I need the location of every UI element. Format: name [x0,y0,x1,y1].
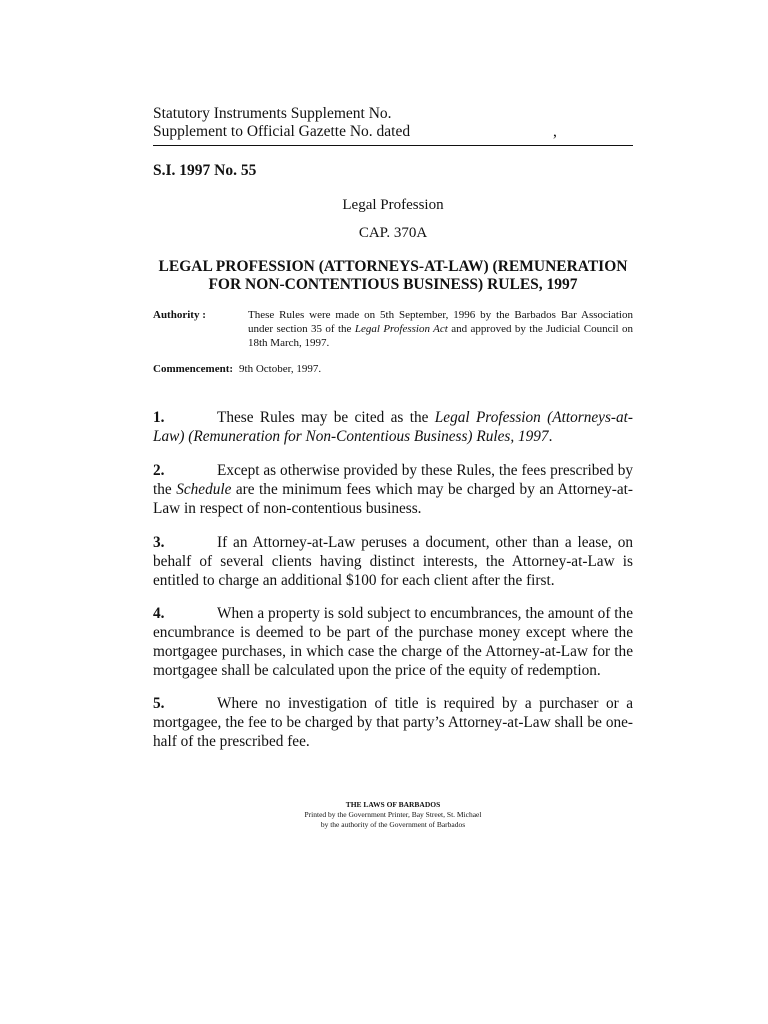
commencement-label: Commencement: [153,363,234,375]
subject-heading: Legal Profession [342,197,444,213]
rule-number: 4. [153,605,165,622]
rule-italic-text: Schedule [176,481,232,498]
cap-number: CAP. 370A [358,225,428,241]
gazette-header [153,122,633,142]
footer-authority: by the authority of the Government of Barbados [320,820,466,829]
header-rule [153,145,633,146]
footer-title: THE LAWS OF BARBADOS [345,800,441,809]
rule-number: 2. [153,462,165,479]
si-number: S.I. 1997 No. 55 [153,162,257,179]
rule-paragraph [153,694,633,751]
rule-paragraph [153,533,633,590]
rule-paragraph [153,461,633,518]
authority-text [248,308,633,350]
gazette-header-text: Supplement to Official Gazette No. dated [153,123,411,140]
rule-italic-text: Legal Profession (Attorneys-at-Law) (Remuneration for Non-Contentious Business) Rules, 1997 [153,409,633,445]
rule-number: 1. [153,409,165,426]
gazette-header-comma: , [553,123,557,140]
commencement [153,363,321,375]
rule-text: These Rules may be cited as the [217,409,435,426]
authority-text-a: These Rules were made on 5th September, 1996 by the Barbados Bar Association under section 35 of the [248,309,633,335]
authority-label: Authority : [153,309,206,321]
footer-printer: Printed by the Government Printer, Bay Street, St. Michael [304,810,482,819]
rule-text: Except as otherwise provided by these Rules, the fees prescribed by the [153,462,633,498]
commencement-date: 9th October, 1997. [239,363,322,375]
rule-text: If an Attorney-at-Law peruses a document, other than a lease, on behalf of several clients having distinct interests, the Attorney-at-Law is entitled to charge an additional $100 for each client after the first. [153,534,633,589]
rule-number: 3. [153,534,165,551]
rule-paragraph [153,604,633,680]
rule-text-end: are the minimum fees which may be charged by an Attorney-at-Law in respect of non-contentious business. [153,481,634,517]
supplement-header: Statutory Instruments Supplement No. [153,105,392,122]
rule-text-end: . [548,428,553,445]
rule-text: When a property is sold subject to encumbrances, the amount of the encumbrance is deemed to be part of the purchase money except where the mortgagee purchases, in which case the charge of the Attorney-at-Law for the mortgagee shall be calculated upon the price of the equity of redemption. [153,605,633,679]
document-title: LEGAL PROFESSION (ATTORNEYS-AT-LAW) (REMUNERATION FOR NON-CONTENTIOUS BUSINESS) RULES, 1997 [158,258,628,293]
rule-paragraph [153,408,633,446]
rule-text: Where no investigation of title is required by a purchaser or a mortgagee, the fee to be charged by that party’s Attorney-at-Law shall be one-half of the prescribed fee. [153,695,633,750]
rule-number: 5. [153,695,165,712]
authority-act-name: Legal Profession Act [354,323,448,335]
authority-text-b: and approved by the Judicial Council on 18th March, 1997. [248,323,633,349]
